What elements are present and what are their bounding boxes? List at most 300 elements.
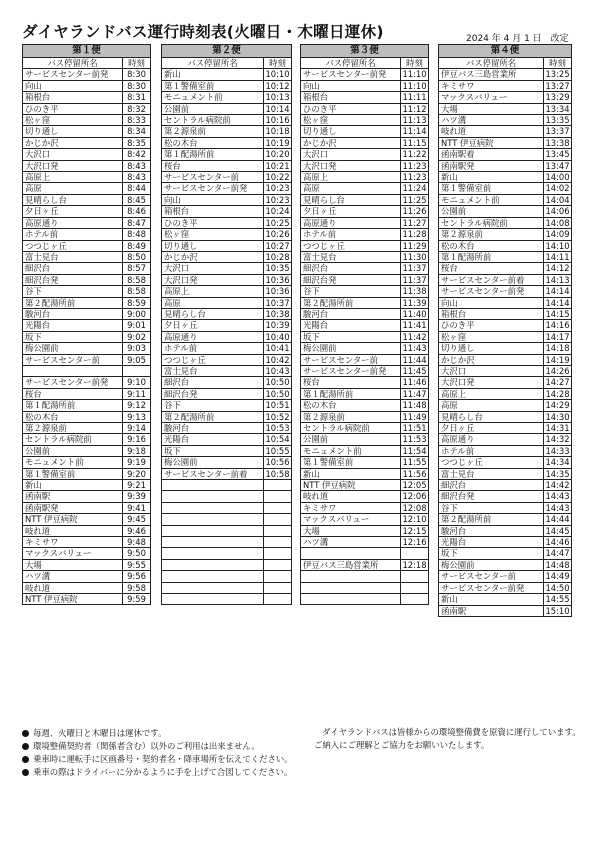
- table-row: [301, 423, 429, 434]
- table-row: [23, 251, 151, 262]
- table-row: [301, 377, 429, 388]
- table-row: [439, 297, 572, 308]
- table-row: [23, 297, 151, 308]
- stop-name: 第１配湯所前: [301, 388, 401, 399]
- table-row: [162, 194, 292, 205]
- stop-name: 切り通し: [301, 126, 401, 137]
- departure-time: 14:09: [545, 229, 570, 240]
- table-row: [301, 445, 429, 456]
- table-row: [162, 217, 292, 228]
- departure-time: 10:25: [265, 217, 290, 228]
- stop-name: モニュメント前: [162, 92, 264, 103]
- departure-time: 10:13: [265, 92, 290, 103]
- stop-name: 駿河台: [301, 308, 401, 319]
- departure-time: 10:50: [265, 388, 290, 399]
- departure-time: 14:32: [545, 434, 570, 445]
- table-row: [439, 103, 572, 114]
- stop-name: セントラル病院前: [439, 217, 544, 228]
- bin-title: 第４便: [439, 45, 572, 58]
- table-row: [23, 400, 151, 411]
- table-row: [162, 536, 292, 547]
- table-row: [162, 502, 292, 513]
- departure-time: 9:58: [123, 582, 151, 593]
- stop-name: 駿河台: [162, 423, 264, 434]
- stop-name: 高原上: [162, 286, 264, 297]
- table-row: [439, 423, 572, 434]
- departure-time: 14:55: [545, 594, 570, 605]
- stop-name: 桜台: [162, 160, 264, 171]
- departure-time: 14:12: [545, 263, 570, 274]
- departure-time: 10:12: [265, 80, 290, 91]
- departure-time: 8:31: [123, 92, 151, 103]
- table-row: [439, 217, 572, 228]
- departure-time: 11:38: [402, 286, 427, 297]
- stop-name: ホテル前: [301, 229, 401, 240]
- stop-name: セントラル病院前: [162, 115, 264, 126]
- table-row: [439, 229, 572, 240]
- departure-time: [264, 514, 292, 525]
- stop-name: [301, 548, 401, 559]
- departure-time: 13:38: [545, 137, 570, 148]
- table-row: [23, 103, 151, 114]
- table-row: [23, 115, 151, 126]
- stop-name: サービスセンター前発: [162, 183, 264, 194]
- departure-time: 11:23: [402, 172, 427, 183]
- table-row: [439, 514, 572, 525]
- stop-name: 切り通し: [23, 126, 123, 137]
- departure-time: [401, 594, 429, 605]
- stop-name: 箱根台: [23, 92, 123, 103]
- column-header-time: 時刻: [544, 58, 572, 69]
- table-row: [439, 80, 572, 91]
- table-row: [301, 80, 429, 91]
- stop-name: 高原: [439, 400, 544, 411]
- table-row: [162, 457, 292, 468]
- departure-time: 14:27: [545, 377, 570, 388]
- page-title: ダイヤランドバス運行時刻表(火曜日・木曜日運休): [22, 23, 384, 41]
- stop-name: サービスセンター前: [23, 354, 123, 365]
- table-row: [301, 115, 429, 126]
- table-row: [301, 172, 429, 183]
- stop-name: 切り通し: [439, 343, 544, 354]
- stop-name: 細沢台発: [162, 388, 264, 399]
- table-row: [439, 206, 572, 217]
- departure-time: [123, 365, 151, 376]
- stop-name: ホテル前: [162, 343, 264, 354]
- departure-time: 11:44: [402, 354, 427, 365]
- table-row: [23, 331, 151, 342]
- stop-name: 見晴らし台: [301, 194, 401, 205]
- table-row: [439, 480, 572, 491]
- table-row: [301, 434, 429, 445]
- table-row: [439, 388, 572, 399]
- stop-name: 大沢口: [162, 263, 264, 274]
- departure-time: 10:54: [265, 434, 290, 445]
- departure-time: 12:16: [402, 537, 427, 548]
- table-row: [23, 525, 151, 536]
- table-row: [439, 445, 572, 456]
- table-row: [162, 571, 292, 582]
- table-row: [301, 411, 429, 422]
- departure-time: 14:34: [545, 457, 570, 468]
- stop-name: 梅公園前: [439, 559, 544, 570]
- stop-name: 第２配湯所前: [439, 514, 544, 525]
- table-row: [439, 274, 572, 285]
- table-row: [162, 365, 292, 376]
- departure-time: 8:42: [123, 149, 151, 160]
- departure-time: 10:36: [265, 286, 290, 297]
- departure-time: 14:50: [545, 582, 570, 593]
- stop-name: [162, 582, 264, 593]
- table-row: [301, 525, 429, 536]
- note-item: 環境整備契約者（関係者含む）以外のご利用は出来ません。: [22, 740, 300, 753]
- stop-name: 新山: [162, 69, 264, 80]
- departure-time: 10:52: [265, 411, 290, 422]
- stop-name: NTT 伊豆病院: [301, 480, 401, 491]
- table-row: [162, 69, 292, 80]
- stop-name: 大沢口: [301, 149, 401, 160]
- table-row: [162, 525, 292, 536]
- stop-name: 見晴らし台: [439, 411, 544, 422]
- table-row: [23, 388, 151, 399]
- departure-time: 10:40: [265, 331, 290, 342]
- stop-name: 公園前: [162, 103, 264, 114]
- departure-time: 14:35: [545, 468, 570, 479]
- table-row: [23, 206, 151, 217]
- stop-name: 函南駅着: [439, 149, 544, 160]
- departure-time: 11:39: [402, 297, 427, 308]
- table-row: [23, 274, 151, 285]
- departure-time: 9:21: [123, 480, 151, 491]
- departure-time: 10:26: [265, 229, 290, 240]
- stop-name: 第２源泉前: [439, 229, 544, 240]
- revision-date: 2024 年 4 月 1 日 改定: [466, 34, 569, 44]
- bin-title: 第３便: [301, 45, 429, 58]
- stop-name: 細沢台発: [301, 274, 401, 285]
- table-row: [301, 69, 429, 80]
- table-row: [23, 286, 151, 297]
- table-row: [23, 229, 151, 240]
- table-row: [23, 217, 151, 228]
- stop-name: マックスバリュー: [439, 92, 544, 103]
- bin-title: 第２便: [162, 45, 292, 58]
- stop-name: 新山: [439, 594, 544, 605]
- table-row: [439, 582, 572, 593]
- stop-name: 谷下: [162, 400, 264, 411]
- departure-time: 14:30: [545, 411, 570, 422]
- stop-name: 函南駅: [23, 491, 123, 502]
- departure-time: 11:25: [402, 194, 427, 205]
- table-row: [162, 559, 292, 570]
- table-row: [301, 92, 429, 103]
- departure-time: 10:22: [265, 172, 290, 183]
- departure-time: 14:46: [545, 537, 570, 548]
- departure-time: 8:59: [123, 297, 151, 308]
- departure-time: 9:48: [123, 537, 151, 548]
- departure-time: 9:55: [123, 559, 151, 570]
- stop-name: ひのき平: [301, 103, 401, 114]
- departure-time: 13:45: [545, 149, 570, 160]
- table-row: [301, 457, 429, 468]
- stop-name: 第１警備室前: [439, 183, 544, 194]
- stop-name: 伊豆バス三島営業所: [439, 69, 544, 80]
- stop-name: 富士見台: [162, 365, 264, 376]
- table-row: [162, 115, 292, 126]
- departure-time: 11:26: [402, 206, 427, 217]
- departure-time: 11:28: [402, 229, 427, 240]
- stop-name: 坂下: [162, 445, 264, 456]
- table-row: [162, 240, 292, 251]
- stop-name: [162, 548, 264, 559]
- table-row: [439, 240, 572, 251]
- table-row: [23, 354, 151, 365]
- departure-time: 11:46: [402, 377, 427, 388]
- departure-time: 8:45: [123, 194, 151, 205]
- stop-name: サービスセンター前: [439, 571, 544, 582]
- table-row: [23, 422, 151, 433]
- table-row: [162, 137, 292, 148]
- stop-name: マックスバリュー: [301, 514, 401, 525]
- table-row: [23, 514, 151, 525]
- stop-name: 大場: [301, 525, 401, 536]
- stop-name: 向山: [301, 80, 401, 91]
- stop-name: 高原上: [23, 172, 123, 183]
- stop-name: 第１配湯所前: [23, 400, 123, 411]
- departure-time: 10:41: [265, 343, 290, 354]
- departure-time: 13:29: [545, 92, 570, 103]
- departure-time: 11:11: [402, 92, 427, 103]
- stop-name: 松の木台: [301, 400, 401, 411]
- departure-time: 14:08: [545, 217, 570, 228]
- table-row: [301, 502, 429, 513]
- stop-name: 大沢口: [439, 365, 544, 376]
- table-row: [162, 149, 292, 160]
- stop-name: 第２源泉前: [162, 126, 264, 137]
- departure-time: 10:56: [265, 457, 290, 468]
- table-row: [301, 548, 429, 559]
- table-row: [301, 343, 429, 354]
- stop-name: [162, 536, 264, 547]
- note-item: 乗車の際はドライバーに分かるように手を上げて合図してください。: [22, 766, 300, 779]
- notes-list: [22, 727, 300, 779]
- departure-time: 8:30: [123, 69, 151, 80]
- table-row: [23, 468, 151, 479]
- stop-name: 松の木台: [439, 240, 544, 251]
- stop-name: 桜台: [301, 377, 401, 388]
- table-row: [301, 388, 429, 399]
- stop-name: モニュメント前: [301, 445, 401, 456]
- departure-time: 8:33: [123, 115, 151, 126]
- departure-time: 8:32: [123, 103, 151, 114]
- stop-name: 函南駅: [439, 605, 544, 616]
- table-row: [162, 411, 292, 422]
- column-header-stop: バス停留所名: [439, 58, 544, 69]
- footer-message: ダイヤランドバスは皆様からの環境整備費を原資に運行しています。ご納入にご理解とご協力をお願いいたします。: [314, 727, 581, 750]
- departure-time: 10:38: [265, 308, 290, 319]
- table-row: [162, 400, 292, 411]
- departure-time: 13:47: [545, 160, 570, 171]
- stop-name: 松ヶ窪: [23, 115, 123, 126]
- table-row: [439, 194, 572, 205]
- departure-time: [264, 525, 292, 536]
- stop-name: 第２源泉前: [23, 422, 123, 433]
- table-row: [301, 468, 429, 479]
- table-row: [301, 514, 429, 525]
- departure-time: 9:03: [123, 343, 151, 354]
- stop-name: 大沢口発: [301, 160, 401, 171]
- departure-time: 11:37: [402, 274, 427, 285]
- stop-name: [162, 525, 264, 536]
- table-row: [301, 480, 429, 491]
- stop-name: NTT 伊豆病院: [23, 594, 123, 605]
- table-row: [301, 137, 429, 148]
- table-row: [162, 582, 292, 593]
- stop-name: 松ヶ窪: [162, 229, 264, 240]
- table-row: [439, 172, 572, 183]
- table-row: [162, 274, 292, 285]
- table-row: [301, 229, 429, 240]
- departure-time: 9:11: [123, 388, 151, 399]
- departure-time: 11:15: [402, 137, 427, 148]
- departure-time: [264, 502, 292, 513]
- departure-time: 13:25: [545, 69, 570, 80]
- departure-time: 11:53: [402, 434, 427, 445]
- stop-name: サービスセンター前発: [23, 69, 123, 80]
- table-row: [23, 548, 151, 559]
- departure-time: 8:48: [123, 229, 151, 240]
- stop-name: ひのき平: [439, 320, 544, 331]
- table-row: [439, 365, 572, 376]
- table-row: [23, 480, 151, 491]
- table-row: [23, 582, 151, 593]
- table-row: [162, 172, 292, 183]
- table-row: [301, 160, 429, 171]
- table-row: [162, 491, 292, 502]
- stop-name: 向山: [439, 297, 544, 308]
- column-header-stop: バス停留所名: [301, 58, 401, 69]
- departure-time: 14:19: [545, 354, 570, 365]
- table-row: [162, 160, 292, 171]
- table-row: [23, 491, 151, 502]
- departure-time: 11:27: [402, 217, 427, 228]
- stop-name: [301, 582, 401, 593]
- stop-name: 向山: [23, 80, 123, 91]
- departure-time: 10:55: [265, 445, 290, 456]
- departure-time: 10:18: [265, 126, 290, 137]
- departure-time: 10:16: [265, 115, 290, 126]
- departure-time: 12:05: [402, 480, 427, 491]
- table-row: [162, 80, 292, 91]
- stop-name: 新山: [439, 172, 544, 183]
- table-row: [162, 468, 292, 479]
- departure-time: 12:15: [402, 525, 427, 536]
- departure-time: [401, 548, 429, 559]
- stop-name: 第１配湯所前: [439, 251, 544, 262]
- table-row: [162, 593, 292, 604]
- departure-time: [264, 491, 292, 502]
- stop-name: サービスセンター前発: [23, 377, 123, 388]
- departure-time: 8:43: [123, 172, 151, 183]
- departure-time: 13:27: [545, 80, 570, 91]
- table-row: [162, 297, 292, 308]
- table-row: [23, 365, 151, 376]
- table-row: [162, 92, 292, 103]
- departure-time: 11:41: [402, 320, 427, 331]
- stop-name: 細沢台: [301, 263, 401, 274]
- table-row: [301, 194, 429, 205]
- departure-time: 9:39: [123, 491, 151, 502]
- table-row: [23, 457, 151, 468]
- stop-name: ハツ溝: [23, 571, 123, 582]
- stop-name: 岐れ道: [23, 582, 123, 593]
- table-row: [162, 103, 292, 114]
- stop-name: 坂下: [23, 331, 123, 342]
- stop-name: 富士見台: [301, 251, 401, 262]
- table-row: [439, 263, 572, 274]
- stop-name: 谷下: [439, 502, 544, 513]
- table-row: [23, 240, 151, 251]
- departure-time: 10:53: [265, 423, 290, 433]
- table-row: [162, 320, 292, 331]
- departure-time: 14:00: [545, 172, 570, 183]
- departure-time: 14:47: [545, 548, 570, 559]
- table-row: [439, 160, 572, 171]
- stop-name: 富士見台: [23, 251, 123, 262]
- stop-name: 坂下: [439, 548, 544, 559]
- stop-name: かじか沢: [439, 354, 544, 365]
- departure-time: 9:19: [123, 457, 151, 468]
- departure-time: 11:49: [402, 411, 427, 422]
- departure-time: 10:14: [265, 103, 290, 114]
- stop-name: 高原上: [439, 388, 544, 399]
- table-row: [23, 571, 151, 582]
- stop-name: サービスセンター前発: [439, 286, 544, 297]
- stop-name: [23, 365, 123, 376]
- departure-time: 10:27: [265, 240, 290, 251]
- stop-name: かじか沢: [23, 137, 123, 148]
- stop-name: 高原通り: [439, 434, 544, 445]
- table-row: [439, 594, 572, 605]
- departure-time: 8:49: [123, 240, 151, 251]
- stop-name: 夕日ヶ丘: [301, 206, 401, 217]
- stop-name: 細沢台: [439, 480, 544, 491]
- stop-name: 公園前: [439, 206, 544, 217]
- stop-name: 第２配湯所前: [301, 297, 401, 308]
- timetable-bin-2: [161, 44, 292, 605]
- departure-time: 9:12: [123, 400, 151, 411]
- stop-name: 梅公園前: [162, 457, 264, 468]
- table-row: [301, 183, 429, 194]
- stop-name: ハツ溝: [439, 115, 544, 126]
- stop-name: NTT 伊豆病院: [439, 137, 544, 148]
- departure-time: [264, 536, 292, 547]
- departure-time: 10:21: [265, 160, 290, 171]
- notes-section: [22, 727, 300, 779]
- departure-time: 10:20: [265, 149, 290, 160]
- table-row: [439, 457, 572, 468]
- stop-name: 光陽台: [301, 320, 401, 331]
- stop-name: 細沢台: [23, 263, 123, 274]
- stop-name: 切り通し: [162, 240, 264, 251]
- departure-time: 13:37: [545, 126, 570, 137]
- timetable-bin-3: [300, 44, 429, 605]
- departure-time: 14:14: [545, 286, 570, 297]
- departure-time: 11:55: [402, 457, 427, 468]
- departure-time: [264, 548, 292, 559]
- departure-time: 14:06: [545, 206, 570, 217]
- departure-time: 15:10: [545, 605, 570, 616]
- departure-time: 14:43: [545, 491, 570, 502]
